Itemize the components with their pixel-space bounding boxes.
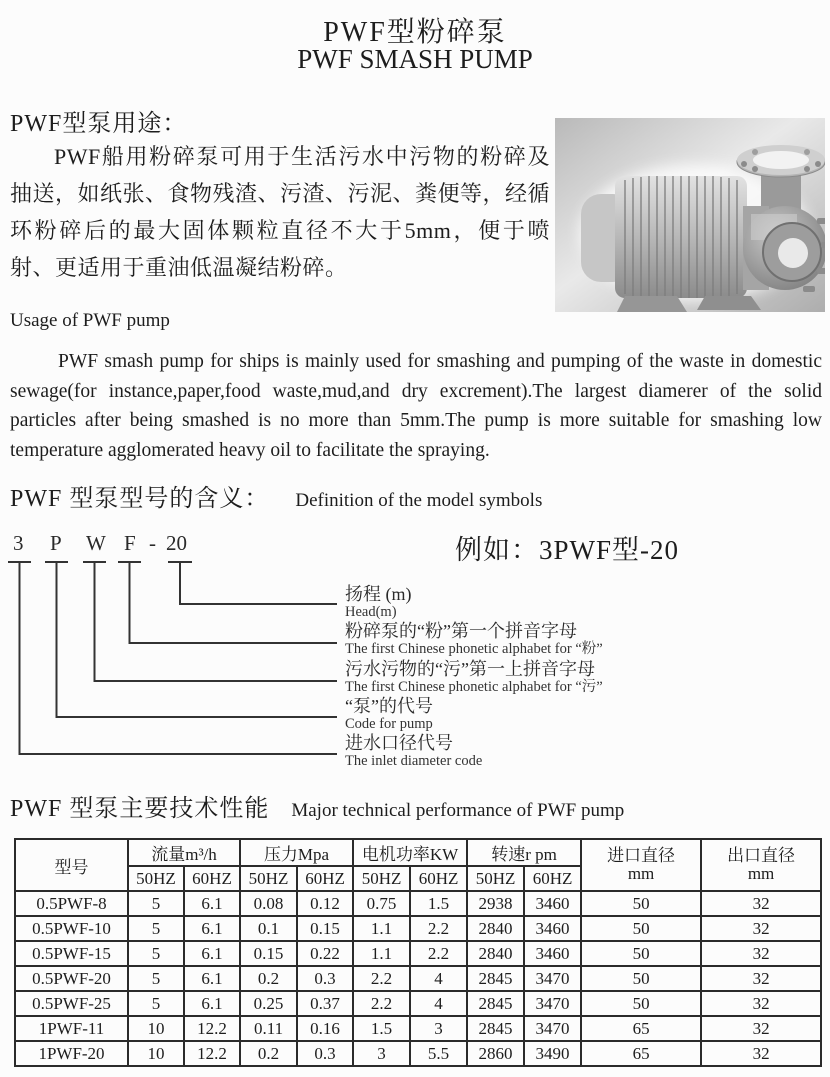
performance-heading-en: Major technical performance of PWF pump [291,800,625,821]
value-cell: 3 [353,1041,410,1066]
usage-heading-en: Usage of PWF pump [10,310,170,331]
table-row [15,941,821,966]
diagram-label-zh: 进水口径代号 [345,733,453,753]
table-row [15,966,821,991]
value-cell: 5 [128,941,184,966]
value-cell: 1.1 [353,941,410,966]
diagram-label-pump-code [345,696,433,732]
value-cell: 3470 [524,1016,581,1041]
col-subheader-hz: 60HZ [297,866,353,891]
usage-body-en: PWF smash pump for ships is mainly used for smashing and pumping of the waste in domestic sewage(for instance,paper,food waste,mud,and dry excrement).The largest diamerer of the solid particles after being smashed is no more than 5mm.The pump is more suitable for smashing low temperature agglomerated heavy oil to facilitate the spraying. [10,351,822,461]
value-cell: 3 [410,1016,467,1041]
value-cell: 0.2 [240,966,297,991]
value-cell: 6.1 [184,966,240,991]
col-header-outlet-diameter [701,839,821,891]
model-cell: 1PWF-20 [15,1041,128,1066]
performance-heading [10,788,624,823]
performance-heading-zh: PWF 型泵主要技术性能 [10,796,270,822]
col-subheader-hz: 60HZ [184,866,240,891]
value-cell: 50 [581,891,701,916]
col-subheader-hz: 60HZ [524,866,581,891]
value-cell: 32 [701,941,821,966]
value-cell: 0.3 [297,1041,353,1066]
value-cell: 32 [701,891,821,916]
code-char-dash: - [149,531,156,555]
value-cell: 3470 [524,991,581,1016]
value-cell: 3470 [524,966,581,991]
model-cell: 0.5PWF-8 [15,891,128,916]
value-cell: 6.1 [184,916,240,941]
value-cell: 10 [128,1016,184,1041]
pump-photo [555,118,825,312]
value-cell: 0.25 [240,991,297,1016]
code-char-w: W [86,531,106,555]
model-symbols-heading [10,478,542,513]
value-cell: 1.5 [410,891,467,916]
value-cell: 4 [410,991,467,1016]
value-cell: 5 [128,916,184,941]
col-header-speed: 转速r pm [467,839,581,866]
model-cell: 1PWF-11 [15,1016,128,1041]
value-cell: 12.2 [184,1041,240,1066]
value-cell: 65 [581,1016,701,1041]
col-subheader-hz: 50HZ [353,866,410,891]
col-header-inlet-line1: 进口直径 [607,846,676,865]
value-cell: 50 [581,916,701,941]
value-cell: 0.15 [240,941,297,966]
value-cell: 0.15 [297,916,353,941]
value-cell: 2.2 [353,966,410,991]
model-example: 例如：3PWF型-20 [455,535,680,565]
table-row [15,1016,821,1041]
table-row [15,991,821,1016]
diagram-label-en: Code for pump [345,716,433,732]
code-char-p: P [50,531,62,555]
diagram-label-en: The first Chinese phonetic alphabet for “粉” [345,641,603,657]
value-cell: 32 [701,966,821,991]
model-cell: 0.5PWF-25 [15,991,128,1016]
table-row [15,1041,821,1066]
value-cell: 2860 [467,1041,524,1066]
value-cell: 0.2 [240,1041,297,1066]
value-cell: 2840 [467,916,524,941]
diagram-label-wu [345,659,603,695]
value-cell: 10 [128,1041,184,1066]
code-char-head: 20 [166,531,187,555]
value-cell: 2845 [467,991,524,1016]
value-cell: 0.11 [240,1016,297,1041]
value-cell: 2.2 [410,916,467,941]
value-cell: 0.37 [297,991,353,1016]
col-header-flow: 流量m³/h [128,839,240,866]
col-header-inlet-line2: mm [627,864,655,883]
col-subheader-hz: 50HZ [240,866,297,891]
value-cell: 5 [128,991,184,1016]
col-header-inlet-diameter [581,839,701,891]
value-cell: 1.1 [353,916,410,941]
model-symbols-diagram [0,528,830,790]
col-header-pressure: 压力Mpa [240,839,353,866]
diagram-label-zh: 粉碎泵的“粉”第一个拼音字母 [345,621,577,641]
col-header-motor-power: 电机功率KW [353,839,467,866]
diagram-label-en: The first Chinese phonetic alphabet for “污” [345,679,603,695]
value-cell: 32 [701,1016,821,1041]
diagram-label-en: The inlet diameter code [345,753,483,769]
value-cell: 0.3 [297,966,353,991]
col-header-outlet-line2: mm [747,864,775,883]
value-cell: 6.1 [184,941,240,966]
diagram-label-fen [345,621,603,657]
code-char-f: F [124,531,136,555]
value-cell: 32 [701,991,821,1016]
col-header-outlet-line1: 出口直径 [727,846,796,865]
value-cell: 6.1 [184,991,240,1016]
page-title-zh: PWF型粉碎泵 [323,17,507,48]
value-cell: 5.5 [410,1041,467,1066]
usage-heading-zh: PWF型泵用途： [10,111,188,137]
value-cell: 2845 [467,1016,524,1041]
value-cell: 0.12 [297,891,353,916]
value-cell: 50 [581,941,701,966]
value-cell: 65 [581,1041,701,1066]
col-header-model: 型号 [15,839,128,891]
diagram-label-zh: 污水污物的“污”第一上拼音字母 [345,659,595,679]
spec-table [14,838,822,1067]
value-cell: 3460 [524,941,581,966]
value-cell: 5 [128,891,184,916]
code-char-inlet: 3 [13,531,24,555]
value-cell: 1.5 [353,1016,410,1041]
value-cell: 6.1 [184,891,240,916]
value-cell: 3490 [524,1041,581,1066]
value-cell: 2.2 [353,991,410,1016]
diagram-label-head [345,584,412,620]
value-cell: 3460 [524,916,581,941]
value-cell: 50 [581,991,701,1016]
col-subheader-hz: 60HZ [410,866,467,891]
value-cell: 2840 [467,941,524,966]
model-symbols-heading-zh: PWF 型泵型号的含义： [10,486,270,512]
value-cell: 2845 [467,966,524,991]
model-symbols-heading-en: Definition of the model symbols [295,490,543,511]
value-cell: 4 [410,966,467,991]
diagram-label-zh: 扬程 (m) [345,584,412,604]
table-row [15,916,821,941]
col-subheader-hz: 50HZ [128,866,184,891]
value-cell: 0.22 [297,941,353,966]
value-cell: 2.2 [410,941,467,966]
table-row [15,891,821,916]
value-cell: 0.16 [297,1016,353,1041]
table-header-row-1 [15,839,821,866]
value-cell: 12.2 [184,1016,240,1041]
value-cell: 0.08 [240,891,297,916]
model-cell: 0.5PWF-10 [15,916,128,941]
value-cell: 50 [581,966,701,991]
value-cell: 32 [701,1041,821,1066]
diagram-label-en: Head(m) [345,604,397,620]
value-cell: 0.75 [353,891,410,916]
col-subheader-hz: 50HZ [467,866,524,891]
value-cell: 5 [128,966,184,991]
diagram-label-zh: “泵”的代号 [345,696,433,716]
model-cell: 0.5PWF-15 [15,941,128,966]
model-cell: 0.5PWF-20 [15,966,128,991]
page-title-en: PWF SMASH PUMP [297,44,533,74]
value-cell: 2938 [467,891,524,916]
pump-photo-graphic [555,118,825,312]
diagram-label-inlet-code [345,733,482,769]
value-cell: 3460 [524,891,581,916]
value-cell: 32 [701,916,821,941]
usage-body-zh: PWF船用粉碎泵可用于生活污水中污物的粉碎及抽送，如纸张、食物残渣、污渣、污泥、粪便等，经循环粉碎后的最大固体颗粒直径不大于5mm，便于喷射、更适用于重油低温凝结粉碎。 [10,144,551,280]
value-cell: 0.1 [240,916,297,941]
